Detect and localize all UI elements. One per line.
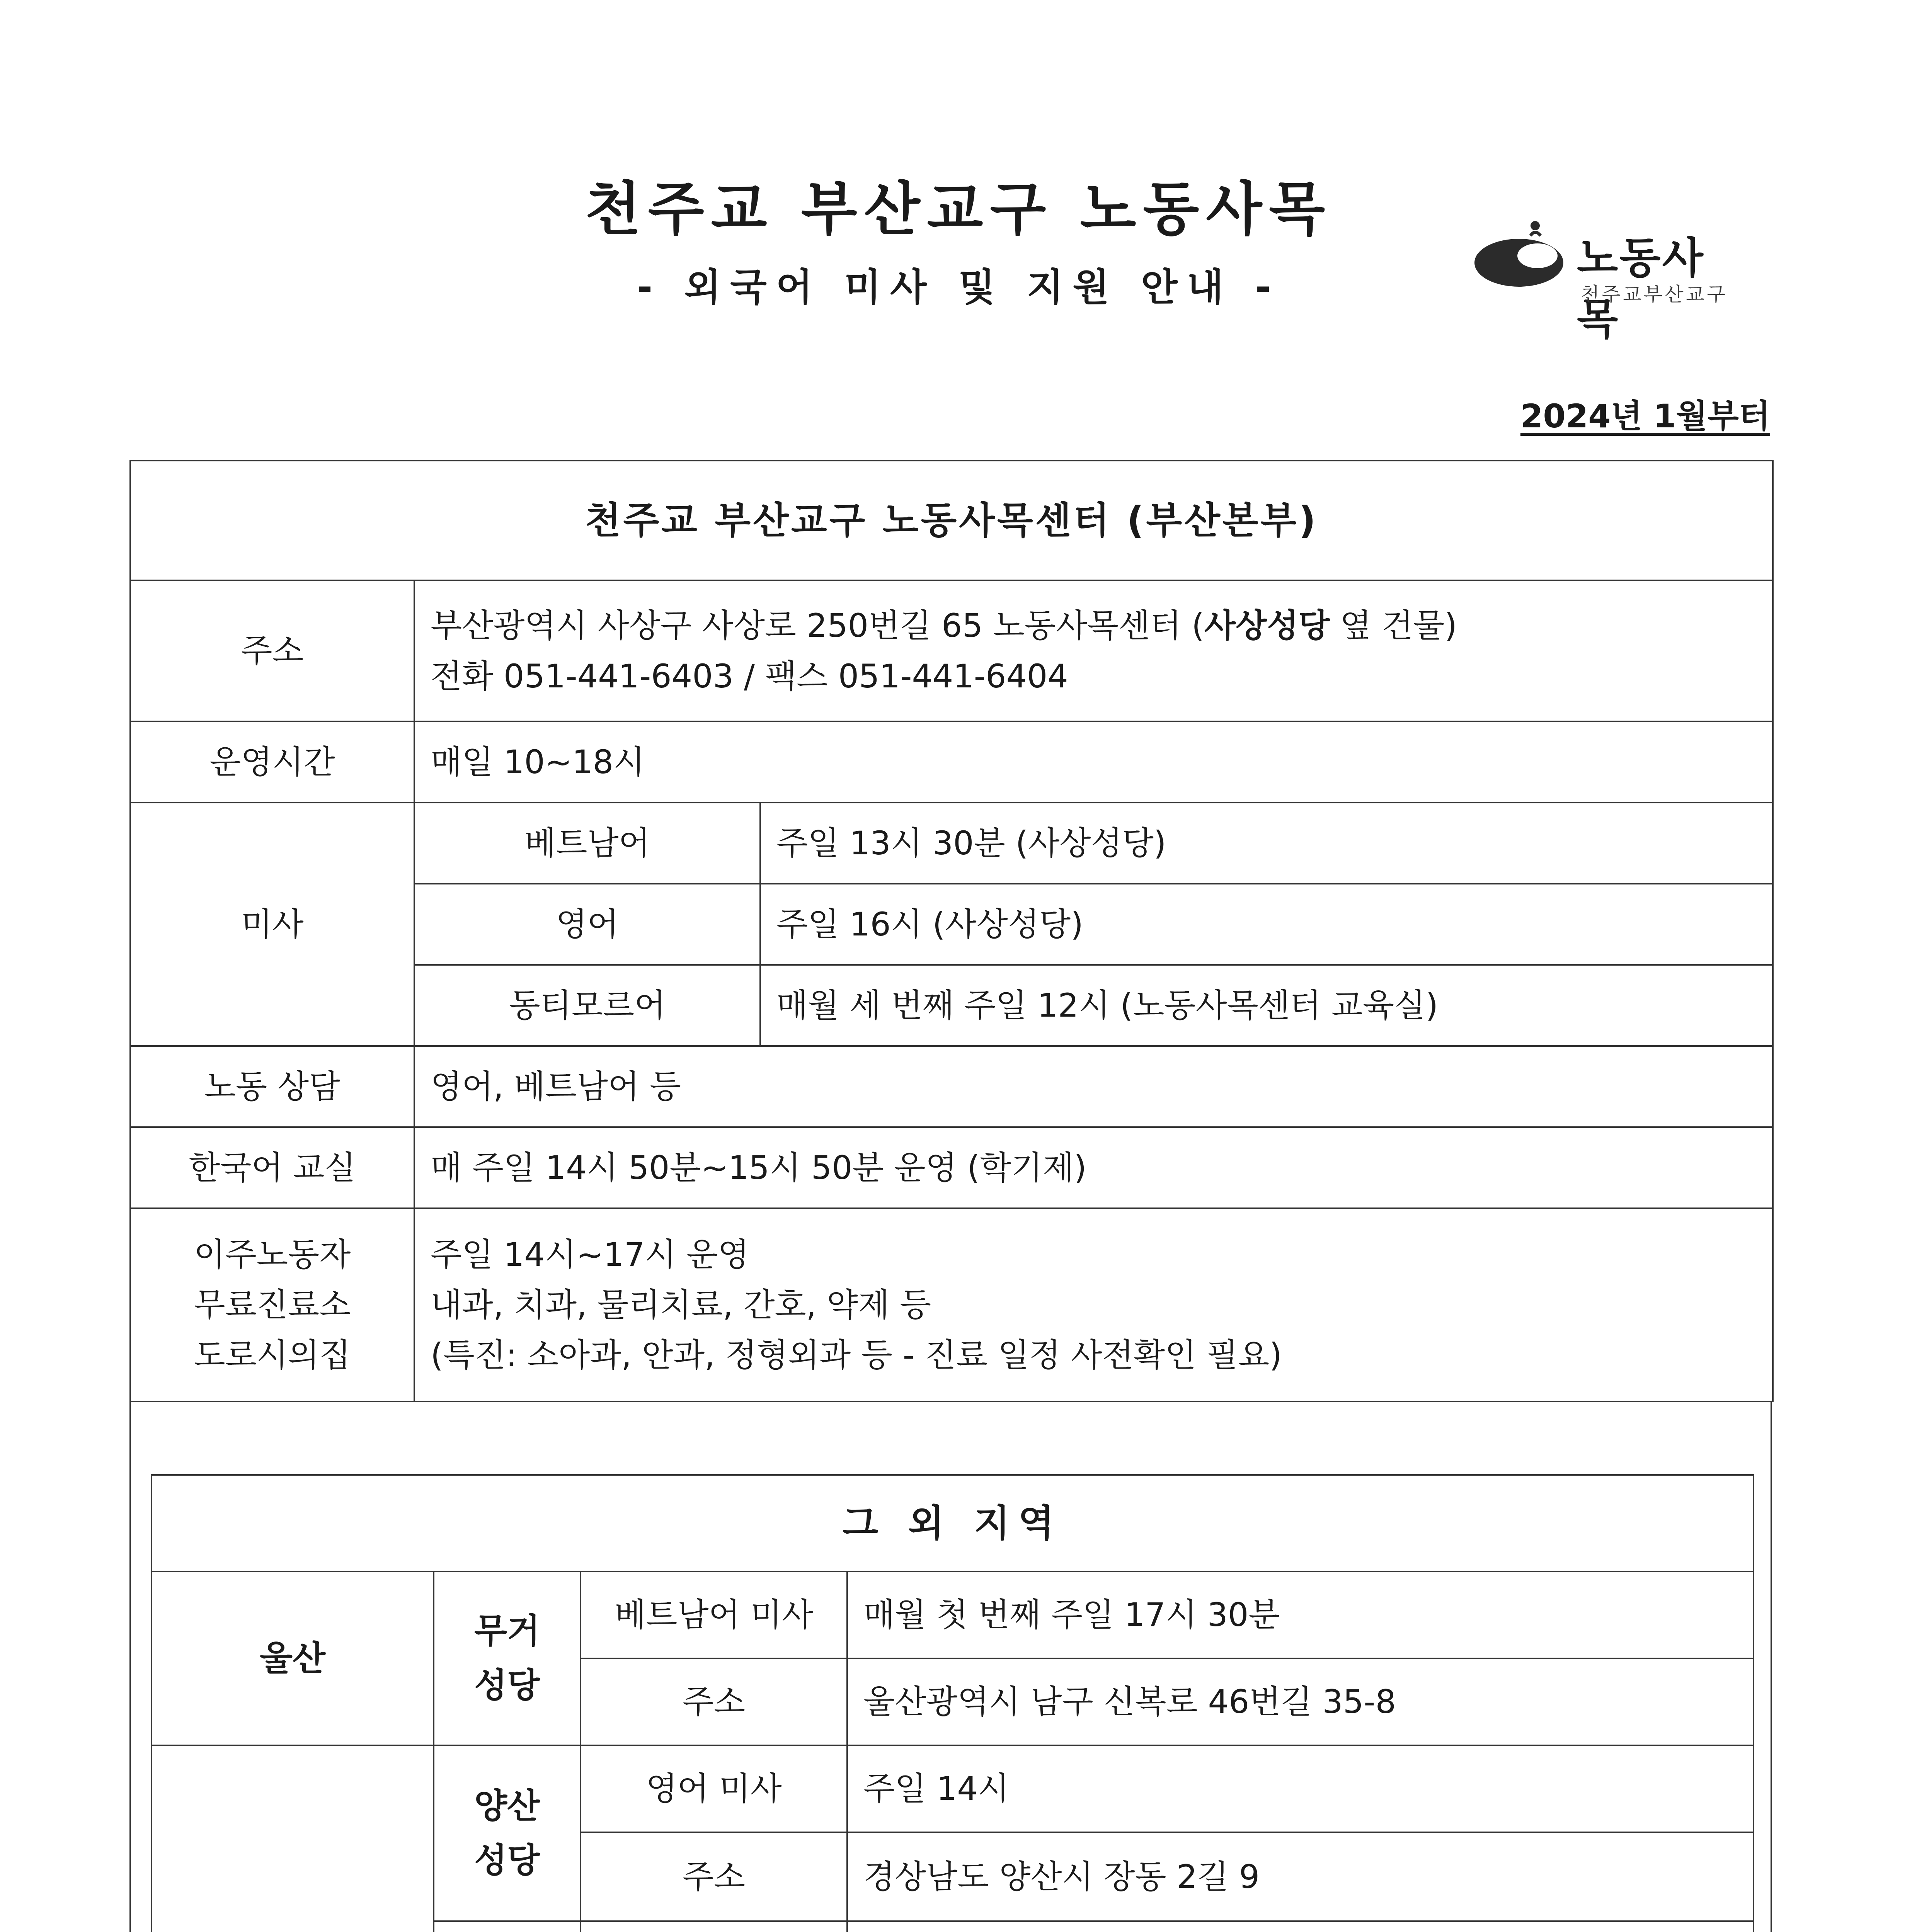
hours-label: 운영시간 <box>130 721 414 803</box>
korean-class-value: 매 주일 14시 50분~15시 50분 운영 (학기제) <box>414 1127 1773 1208</box>
regions-heading: 그 외 지역 <box>152 1475 1754 1571</box>
church-mugeo <box>434 1571 581 1745</box>
logo-hands-icon <box>1469 209 1577 301</box>
clinic-label-line: 무료진료소 <box>194 1286 351 1324</box>
church-name-line: 성당 <box>474 1840 540 1880</box>
mass-lang: 베트남어 <box>414 803 760 884</box>
labor-value: 영어, 베트남어 등 <box>414 1046 1773 1127</box>
logo-brand-text: 노동사목 <box>1577 233 1705 344</box>
clinic-value-line: 내과, 치과, 물리치료, 간호, 약제 등 <box>431 1286 931 1324</box>
contact-line: 전화 051-441-6403 / 팩스 051-441-6404 <box>431 657 1068 695</box>
sasang-church-name: 사상성당 <box>1204 607 1330 645</box>
mass-time: 주일 16시 (사상성당) <box>760 884 1773 965</box>
church-name-line: 무거 <box>474 1611 540 1651</box>
church-ungsang <box>434 1921 581 1932</box>
address-label: 주소 <box>581 1658 847 1745</box>
clinic-label-line: 이주노동자 <box>194 1235 351 1274</box>
address-label: 주소 <box>130 580 414 721</box>
mass-type <box>581 1921 847 1932</box>
hours-value: 매일 10~18시 <box>414 721 1773 803</box>
labor-label: 노동 상담 <box>130 1046 414 1127</box>
effective-date: 2024년 1월부터 <box>1520 397 1770 435</box>
mass-schedule: 매월 첫 번째 주일 17시 30분 <box>847 1571 1754 1658</box>
center-info-table <box>129 460 1774 1402</box>
clinic-value <box>414 1208 1773 1401</box>
clinic-value-line: 주일 14시~17시 운영 <box>431 1235 749 1274</box>
mass-type: 베트남어 미사 <box>581 1571 847 1658</box>
mass-label: 미사 <box>130 803 414 1046</box>
address-line-1 <box>431 600 1757 651</box>
clinic-label-line: 도로시의집 <box>194 1336 351 1374</box>
mass-time: 주일 13시 30분 (사상성당) <box>760 803 1773 884</box>
address-value <box>414 580 1773 721</box>
address-value: 울산광역시 남구 신복로 46번길 35-8 <box>847 1658 1754 1745</box>
mass-lang: 영어 <box>414 884 760 965</box>
clinic-label <box>130 1208 414 1401</box>
logo-sub-text: 천주교부산교구 <box>1581 283 1728 306</box>
address-text-end: 옆 건물) <box>1330 607 1457 645</box>
region-ulsan: 울산 <box>152 1571 434 1745</box>
church-name-line: 양산 <box>474 1786 540 1826</box>
regions-table <box>151 1474 1754 1932</box>
mass-schedule: 주일 14시 <box>847 1745 1754 1832</box>
church-name-line: 성당 <box>474 1665 540 1705</box>
logo <box>1469 209 1747 344</box>
mass-lang: 동티모르어 <box>414 965 760 1046</box>
church-yangsan <box>434 1745 581 1921</box>
mass-time: 매월 세 번째 주일 12시 (노동사목센터 교육실) <box>760 965 1773 1046</box>
center-heading: 천주교 부산교구 노동사목센터 (부산본부) <box>130 461 1773 580</box>
page-subtitle: - 외국어 미사 및 지원 안내 - <box>637 265 1280 310</box>
clinic-value-line: (특진: 소아과, 안과, 정형외과 등 - 진료 일정 사전확인 필요) <box>431 1336 1282 1374</box>
address-value: 경상남도 양산시 장동 2길 9 <box>847 1832 1754 1921</box>
page-title: 천주교 부산교구 노동사목 <box>585 176 1332 243</box>
region-yangsan <box>152 1745 434 1932</box>
mass-schedule <box>847 1921 1754 1932</box>
mass-type: 영어 미사 <box>581 1745 847 1832</box>
korean-class-label: 한국어 교실 <box>130 1127 414 1208</box>
address-text: 부산광역시 사상구 사상로 250번길 65 노동사목센터 ( <box>431 607 1204 645</box>
address-label: 주소 <box>581 1832 847 1921</box>
